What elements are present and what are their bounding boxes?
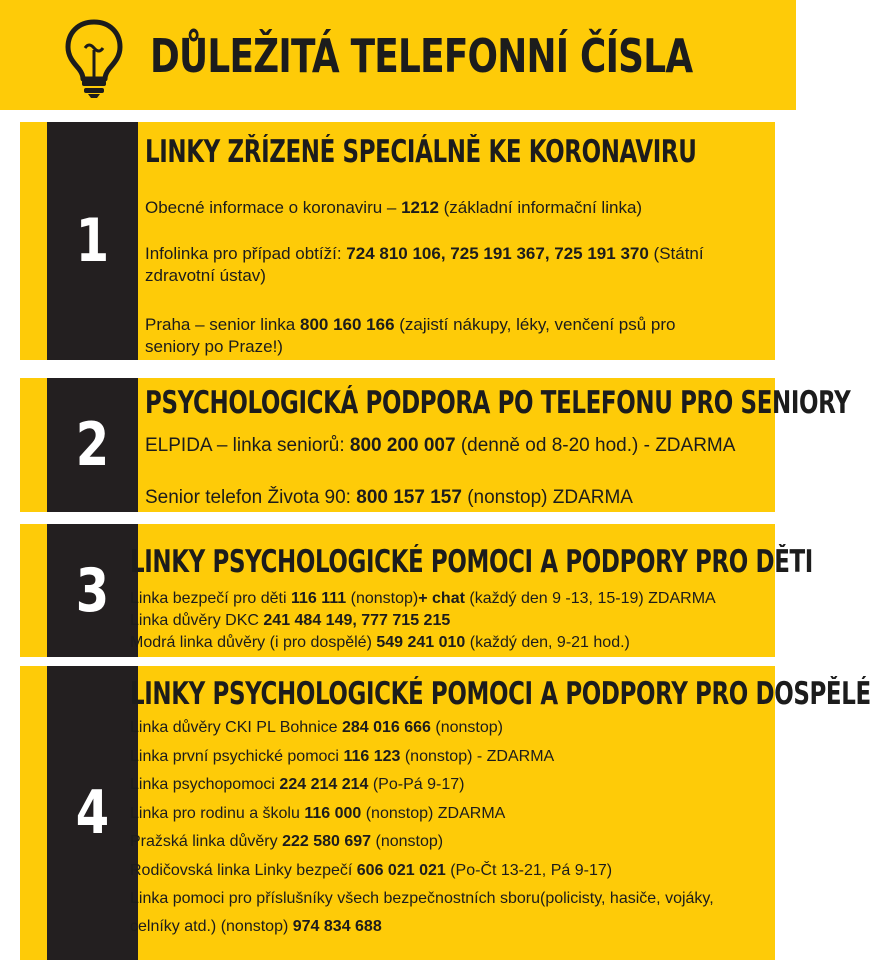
section-senior-support [20, 378, 851, 512]
info-line: Linka důvěry CKI PL Bohnice 284 016 666 (nonstop) [130, 719, 503, 736]
section-number: 1 [75, 206, 110, 276]
info-line: Linka důvěry DKC 241 484 149, 777 715 215 [130, 612, 451, 629]
info-line: Obecné informace o koronaviru – 1212 (základní informační linka) [145, 198, 643, 217]
info-line: Linka první psychické pomoci 116 123 (nonstop) - ZDARMA [130, 748, 555, 765]
lightbulb-icon [62, 16, 126, 98]
section-number-block [47, 524, 138, 657]
info-line: celníky atd.) (nonstop) 974 834 688 [130, 918, 382, 935]
section-heading: LINKY ZŘÍZENÉ SPECIÁLNĚ KE KORONAVIRU [145, 134, 697, 170]
info-line: Senior telefon Života 90: 800 157 157 (nonstop) ZDARMA [145, 487, 633, 508]
info-line: Linka bezpečí pro děti 116 111 (nonstop)+ chat (každý den 9 -13, 15-19) ZDARMA [130, 590, 716, 607]
section-children-support [20, 524, 813, 657]
section-number: 3 [75, 555, 110, 626]
section-number-block [47, 378, 138, 512]
section-heading: LINKY PSYCHOLOGICKÉ POMOCI A PODPORY PRO DĚTI [130, 544, 813, 580]
section-number-block [47, 666, 138, 960]
section-heading: PSYCHOLOGICKÁ PODPORA PO TELEFONU PRO SENIORY [145, 385, 851, 421]
section-number-block [47, 122, 138, 360]
section-adult-support [20, 666, 871, 960]
section-number: 4 [75, 778, 110, 848]
info-line: Infolinka pro případ obtíží: 724 810 106, 725 191 367, 725 191 370 (Státní [145, 244, 704, 263]
info-line: zdravotní ústav) [145, 266, 266, 285]
section-coronavirus [20, 122, 775, 360]
page-title: DŮLEŽITÁ TELEFONNÍ ČÍSLA [150, 29, 693, 83]
info-line: Modrá linka důvěry (i pro dospělé) 549 241 010 (každý den, 9-21 hod.) [130, 634, 630, 651]
info-line: ELPIDA – linka seniorů: 800 200 007 (denně od 8-20 hod.) - ZDARMA [145, 435, 736, 456]
section-number: 2 [75, 410, 110, 480]
info-line: Pražská linka důvěry 222 580 697 (nonstop) [130, 833, 444, 850]
info-line: Linka psychopomoci 224 214 214 (Po-Pá 9-17) [130, 776, 465, 793]
section-heading: LINKY PSYCHOLOGICKÉ POMOCI A PODPORY PRO DOSPĚLÉ [130, 676, 871, 712]
info-line: Linka pomoci pro příslušníky všech bezpečnostních sboru(policisty, hasiče, vojáky, [130, 890, 714, 907]
info-line: Rodičovská linka Linky bezpečí 606 021 021 (Po-Čt 13-21, Pá 9-17) [130, 862, 613, 879]
info-line: Linka pro rodinu a školu 116 000 (nonstop) ZDARMA [130, 805, 506, 822]
info-line: seniory po Praze!) [145, 337, 283, 356]
info-line: Praha – senior linka 800 160 166 (zajistí nákupy, léky, venčení psů pro [145, 315, 676, 334]
header-banner [0, 0, 796, 110]
